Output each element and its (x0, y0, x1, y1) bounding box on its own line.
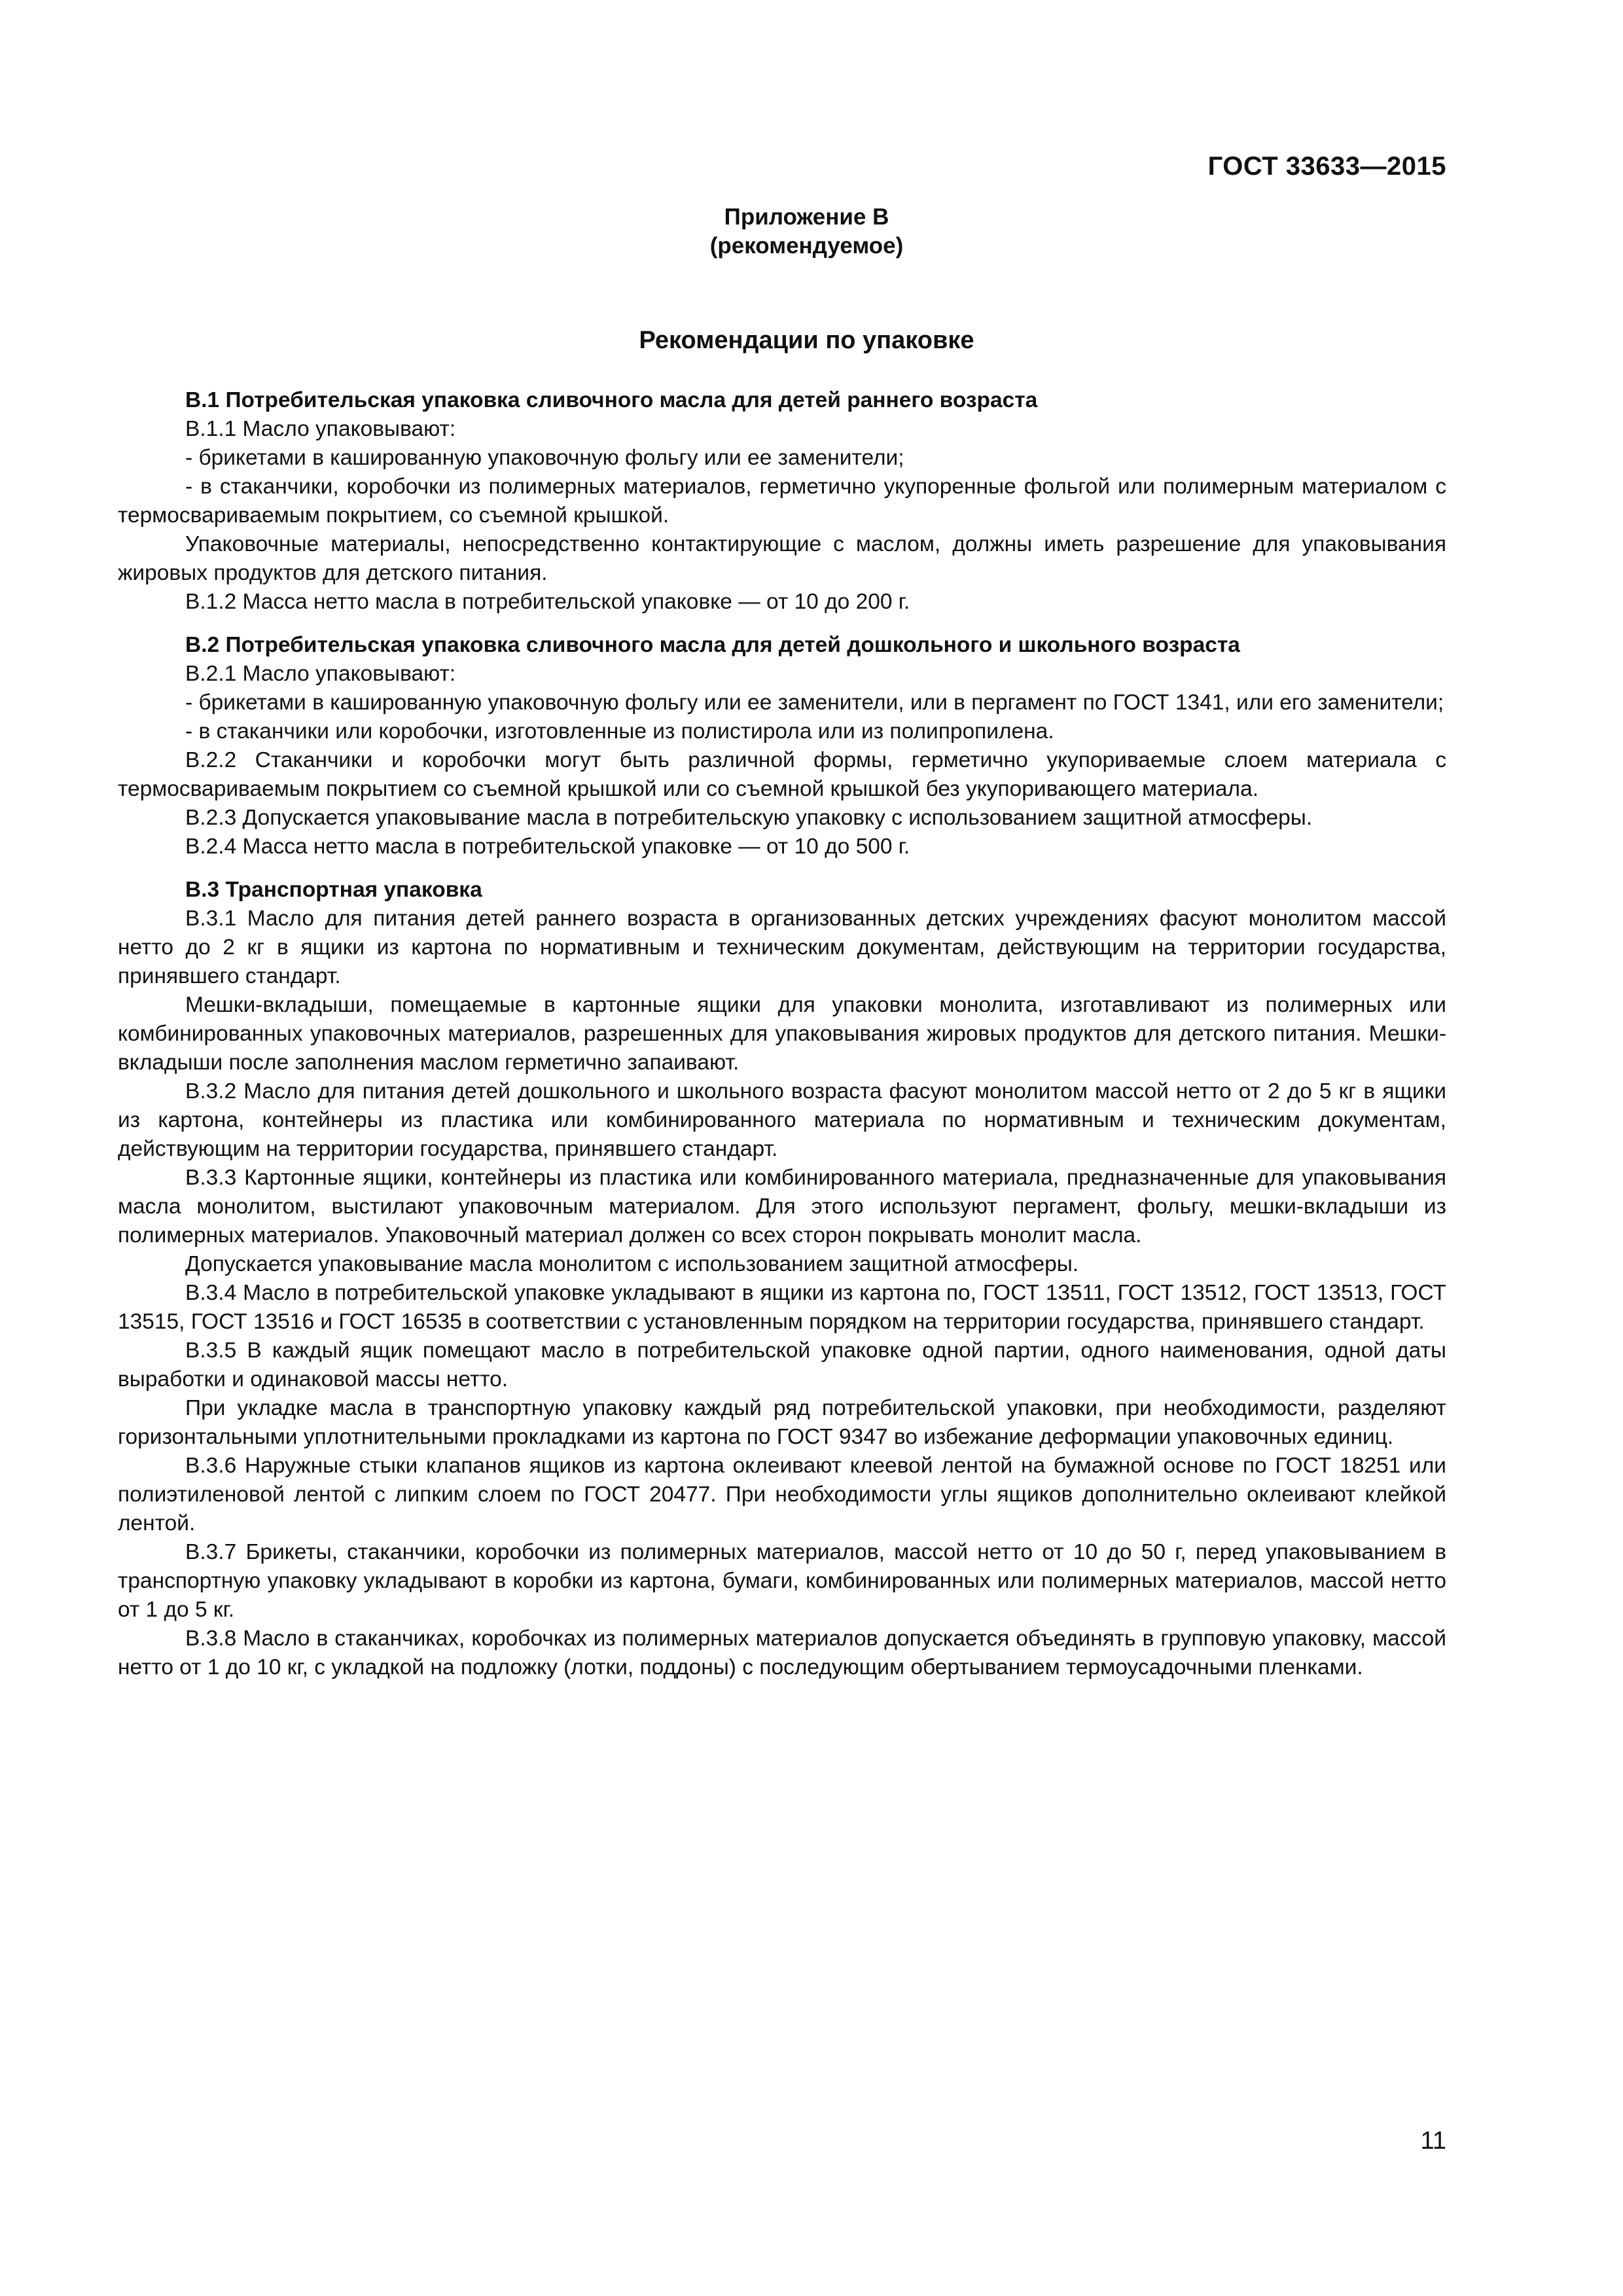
paragraph: В.3.4 Масло в потребительской упаковке укладывают в ящики из картона по, ГОСТ 13511, ГОСТ 13512, ГОСТ 13513, ГОСТ 13515, ГОСТ 13516 и ГОСТ 16535 в соответствии с установленным порядком на территории государства, принявшего стандарт. (118, 1281, 1446, 1334)
paragraph: В.3.6 Наружные стыки клапанов ящиков из картона оклеивают клеевой лентой на бумажной основе по ГОСТ 18251 или полиэтиленовой лентой с липким слоем по ГОСТ 20477. При необходимости углы ящиков дополнительно оклеивают клейкой лентой. (118, 1454, 1446, 1535)
paragraph: В.3.7 Брикеты, стаканчики, коробочки из полимерных материалов, массой нетто от 10 до 50 г, перед упаковыванием в транспортную упаковку укладывают в коробки из картона, бумаги, комбинированных или полимерных материалов, массой нетто от 1 до 5 кг. (118, 1540, 1446, 1622)
paragraph: В.2.4 Масса нетто масла в потребительской упаковке — от 10 до 500 г. (185, 834, 910, 859)
paragraph: В.2.3 Допускается упаковывание масла в потребительскую упаковку с использованием защитной атмосферы. (185, 806, 1313, 830)
paragraph: В.1.2 Масса нетто масла в потребительской упаковке — от 10 до 200 г. (185, 590, 910, 614)
section-title: В.1 Потребительская упаковка сливочного масла для детей раннего возраста (185, 388, 1038, 412)
paragraph: В.2.2 Стаканчики и коробочки могут быть различной формы, герметично укупориваемые слоем материала с термосвариваемым покрытием со съемной крышкой или со съемной крышкой без укупоривающего материала. (118, 748, 1446, 801)
paragraph: - в стаканчики или коробочки, изготовленные из полистирола или из полипропилена. (185, 719, 1054, 744)
paragraph: В.3.5 В каждый ящик помещают масло в потребительской упаковке одной партии, одного наименования, одной даты выработки и одинаковой массы нетто. (118, 1338, 1446, 1391)
paragraph: В.3.3 Картонные ящики, контейнеры из пластика или комбинированного материала, предназначенные для упаковывания масла монолитом, выстилают упаковочным материалом. Для этого используют пергамент, фольгу, мешки-вкладыши из полимерных материалов. Упаковочный материал должен со всех сторон покрывать монолит масла. (118, 1166, 1446, 1247)
section-b3 (118, 876, 1446, 1682)
section-title: В.3 Транспортная упаковка (185, 878, 482, 902)
paragraph: При укладке масла в транспортную упаковку каждый ряд потребительской упаковки, при необходимости, разделяют горизонтальными уплотнительными прокладками из картона по ГОСТ 9347 во избежание деформации упаковочных единиц. (118, 1396, 1446, 1449)
annex-label: Приложение В (724, 204, 889, 230)
paragraph: В.1.1 Масло упаковывают: (185, 417, 456, 441)
section-title: В.2 Потребительская упаковка сливочного масла для детей дошкольного и школьного возраста (185, 633, 1240, 657)
annex-title: Рекомендации по упаковке (639, 327, 974, 354)
paragraph: В.3.2 Масло для питания детей дошкольного и школьного возраста фасуют монолитом массой нетто от 2 до 5 кг в ящики из картона, контейнеры из пластика или комбинированного материала по нормативным и техническим документам, действующим на территории государства, принявшего стандарт. (118, 1079, 1446, 1161)
paragraph: Упаковочные материалы, непосредственно контактирующие с маслом, должны иметь разрешение для упаковывания жировых продуктов для детского питания. (118, 532, 1446, 585)
document-code: ГОСТ 33633—2015 (1207, 152, 1446, 181)
paragraph: - в стаканчики, коробочки из полимерных материалов, герметично укупоренные фольгой или полимерным материалом с термосвариваемым покрытием, со съемной крышкой. (118, 475, 1446, 528)
paragraph: - брикетами в кашированную упаковочную фольгу или ее заменители; (185, 446, 904, 470)
section-b1 (118, 386, 1446, 617)
paragraph: Мешки-вкладыши, помещаемые в картонные ящики для упаковки монолита, изготавливают из полимерных или комбинированных упаковочных материалов, разрешенных для упаковывания жировых продуктов для детского питания. Мешки-вкладыши после заполнения маслом герметично запаивают. (118, 993, 1446, 1075)
paragraph: В.2.1 Масло упаковывают: (185, 662, 456, 686)
section-b2 (118, 631, 1446, 861)
page-number: 11 (1420, 2127, 1446, 2155)
paragraph: Допускается упаковывание масла монолитом с использованием защитной атмосферы. (185, 1252, 1079, 1276)
paragraph: - брикетами в кашированную упаковочную фольгу или ее заменители, или в пергамент по ГОСТ 1341, или его заменители; (185, 691, 1444, 715)
document-body (118, 203, 1446, 1682)
annex-status: (рекомендуемое) (709, 233, 904, 259)
paragraph: В.3.8 Масло в стаканчиках, коробочках из полимерных материалов допускается объединять в групповую упаковку, массой нетто от 1 до 10 кг, с укладкой на подложку (лотки, поддоны) с последующим обертыванием термоусадочными пленками. (118, 1626, 1446, 1679)
paragraph: В.3.1 Масло для питания детей раннего возраста в организованных детских учреждениях фасуют монолитом массой нетто до 2 кг в ящики из картона по нормативным и техническим документам, действующим на территории государства, принявшего стандарт. (118, 906, 1446, 988)
